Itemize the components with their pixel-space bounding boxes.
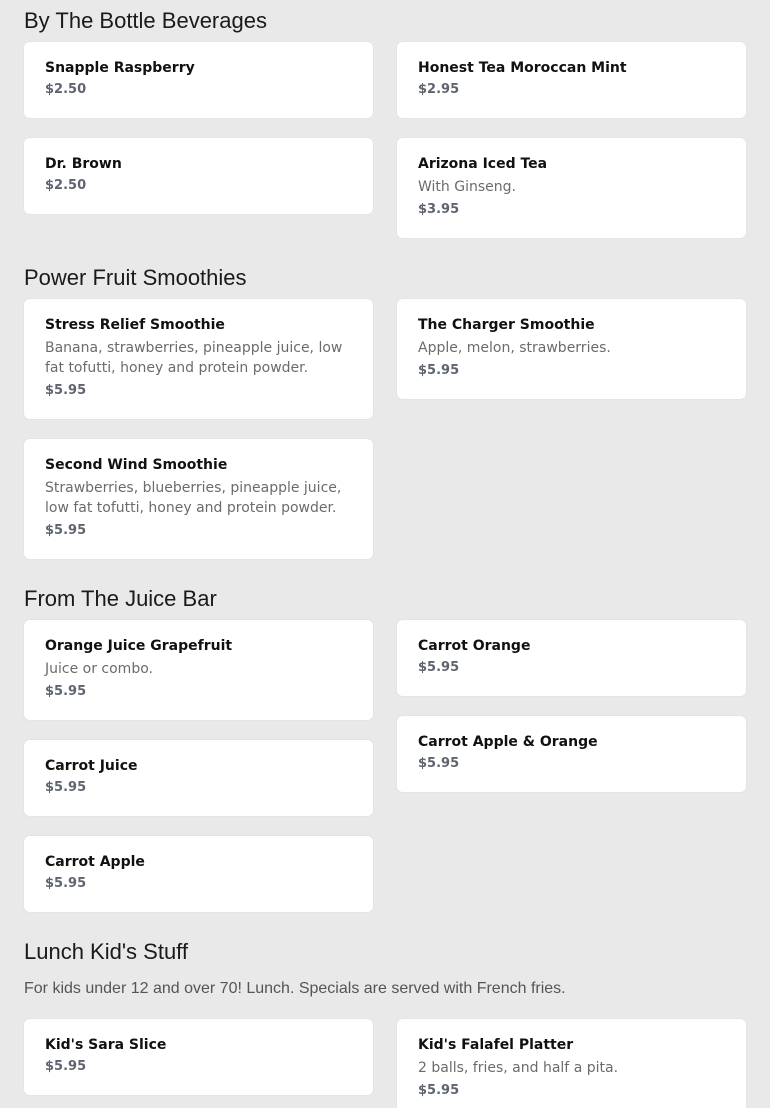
item-name: The Charger Smoothie	[418, 317, 595, 333]
item-price: $5.95	[418, 660, 460, 675]
item-name: Carrot Apple & Orange	[418, 734, 598, 750]
item-description	[45, 478, 352, 518]
menu-item-card[interactable]	[24, 439, 373, 559]
item-name: Kid's Sara Slice	[45, 1037, 167, 1053]
item-description-line: low fat tofutti, honey and protein powder.	[45, 500, 337, 516]
menu-item-card[interactable]	[24, 1019, 373, 1095]
item-price: $3.95	[418, 202, 460, 217]
item-price: $5.95	[418, 756, 460, 771]
menu-item-card[interactable]	[24, 620, 373, 720]
section-title-bottle-beverages: By The Bottle Beverages	[24, 8, 267, 33]
item-description	[45, 338, 352, 378]
menu-item-card[interactable]	[397, 620, 746, 696]
item-price: $2.50	[45, 82, 87, 97]
item-description-line: Strawberries, blueberries, pineapple juice,	[45, 480, 342, 496]
item-price: $2.50	[45, 178, 87, 193]
item-description: 2 balls, fries, and half a pita.	[418, 1060, 619, 1076]
menu-item-card[interactable]	[397, 299, 746, 399]
item-name: Stress Relief Smoothie	[45, 317, 225, 333]
item-name: Carrot Orange	[418, 638, 531, 654]
item-price: $5.95	[45, 780, 87, 795]
item-name: Arizona Iced Tea	[418, 156, 548, 172]
menu-item-card[interactable]	[24, 42, 373, 118]
menu-item-card[interactable]	[24, 299, 373, 419]
item-description-line: Banana, strawberries, pineapple juice, low	[45, 340, 343, 356]
item-description: With Ginseng.	[418, 179, 516, 195]
item-price: $5.95	[45, 684, 87, 699]
menu-item-card[interactable]	[24, 740, 373, 816]
menu-item-card[interactable]	[397, 42, 746, 118]
item-price: $5.95	[45, 876, 87, 891]
item-price: $5.95	[45, 383, 87, 398]
item-name: Kid's Falafel Platter	[418, 1037, 574, 1053]
item-name: Honest Tea Moroccan Mint	[418, 60, 627, 76]
item-name: Second Wind Smoothie	[45, 457, 228, 473]
item-price: $5.95	[45, 1059, 87, 1074]
item-description-line: fat tofutti, honey and protein powder.	[45, 360, 309, 376]
item-name: Carrot Apple	[45, 854, 145, 870]
item-description: Juice or combo.	[45, 661, 153, 677]
section-title-juice-bar: From The Juice Bar	[24, 586, 217, 611]
menu-item-card[interactable]	[24, 138, 373, 214]
item-price: $5.95	[418, 363, 460, 378]
item-price: $5.95	[45, 523, 87, 538]
item-name: Carrot Juice	[45, 758, 138, 774]
menu-item-card[interactable]	[24, 836, 373, 912]
item-name: Orange Juice Grapefruit	[45, 638, 233, 654]
item-description: Apple, melon, strawberries.	[418, 340, 611, 356]
item-name: Dr. Brown	[45, 156, 122, 172]
menu-item-card[interactable]	[397, 716, 746, 792]
item-name: Snapple Raspberry	[45, 60, 195, 76]
section-title-power-fruit-smoothies: Power Fruit Smoothies	[24, 265, 247, 290]
menu-item-card[interactable]	[397, 138, 746, 238]
menu-item-card[interactable]	[397, 1019, 746, 1108]
section-title-lunch-kids-stuff: Lunch Kid's Stuff	[24, 939, 189, 964]
item-price: $5.95	[418, 1083, 460, 1098]
item-price: $2.95	[418, 82, 460, 97]
section-subtitle: For kids under 12 and over 70! Lunch. Specials are served with French fries.	[24, 980, 566, 997]
